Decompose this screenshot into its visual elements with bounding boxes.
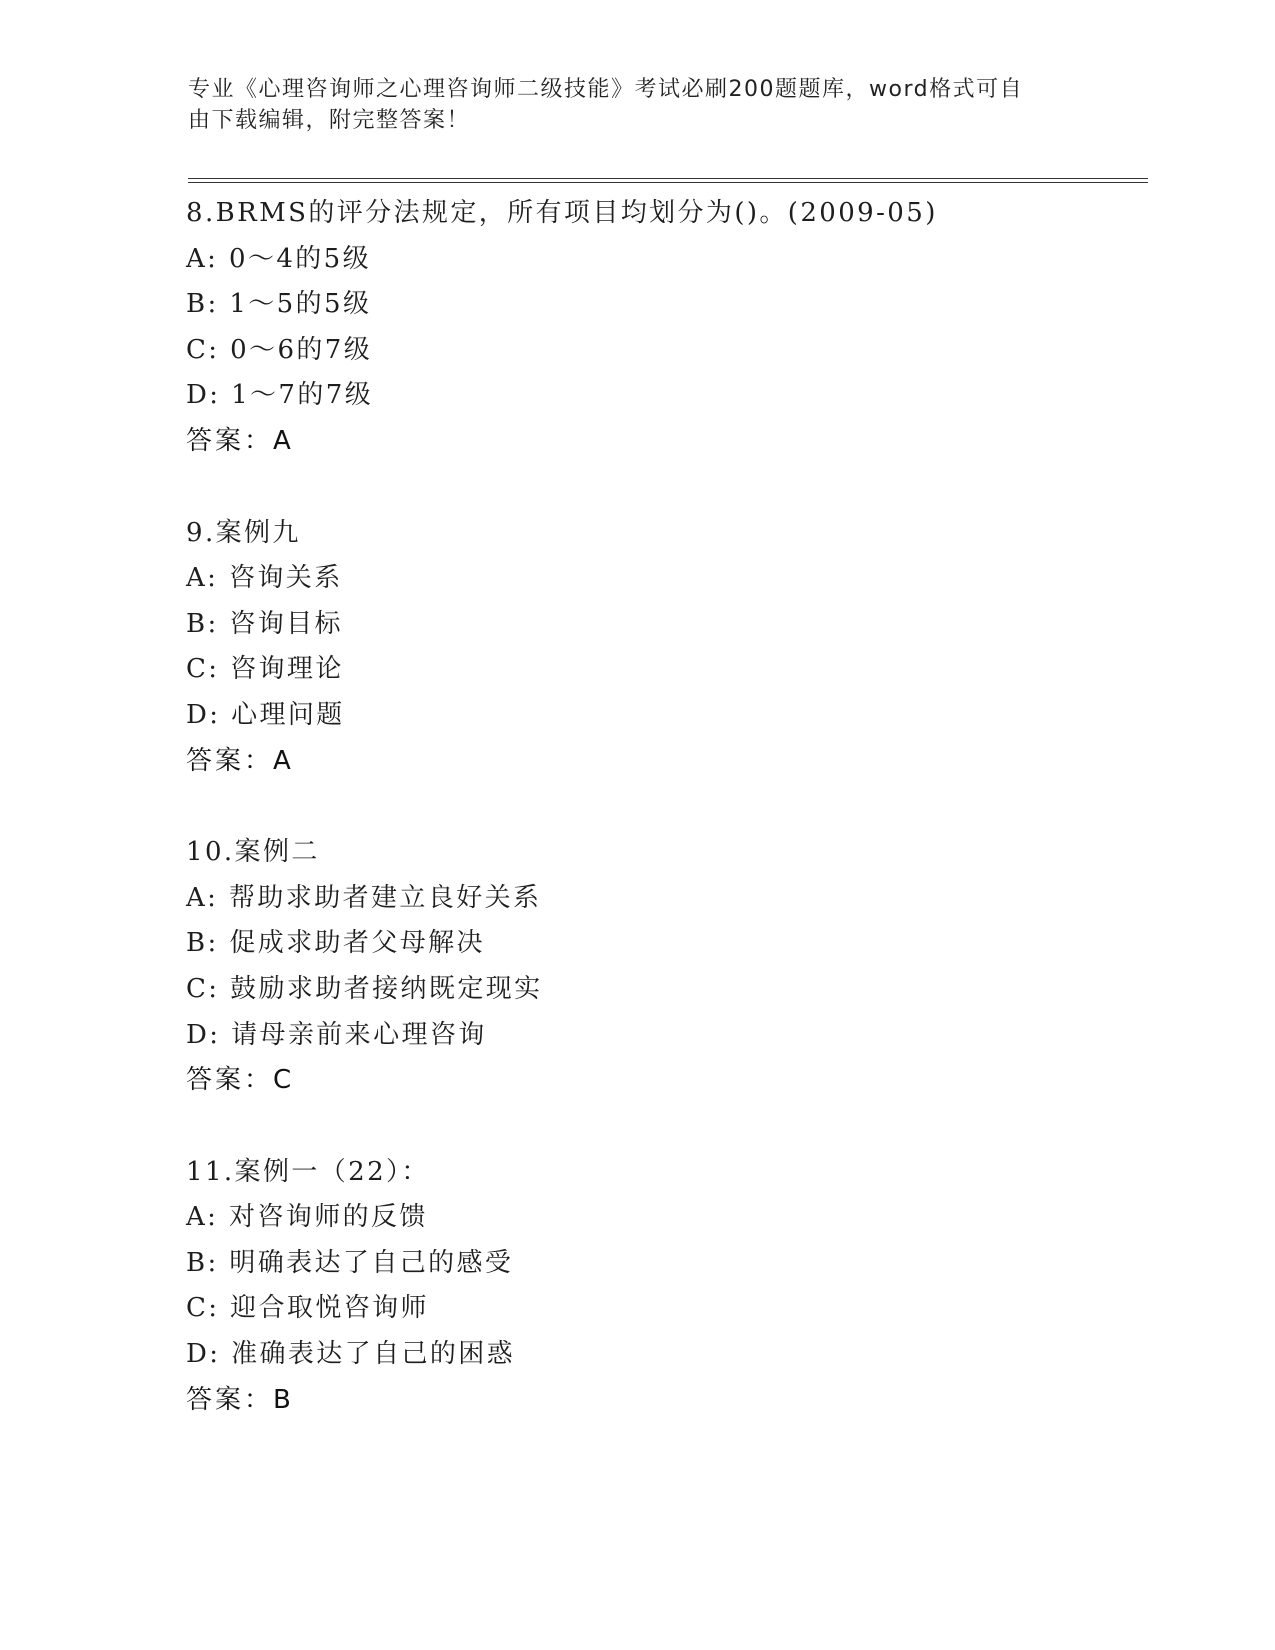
question-9 <box>186 511 1146 785</box>
answer-line <box>186 739 1146 785</box>
header-title-line-1: 专业《心理咨询师之心理咨询师二级技能》考试必刷200题题库，word格式可自 <box>188 77 1024 102</box>
answer-value: C <box>273 1065 293 1096</box>
option-b: B: 咨询目标 <box>186 608 343 639</box>
option-a: A: 对咨询师的反馈 <box>186 1202 428 1233</box>
option-a: A: 咨询关系 <box>186 563 343 594</box>
answer-line <box>186 1378 1146 1424</box>
option-b: B: 明确表达了自己的感受 <box>186 1247 514 1278</box>
answer-line <box>186 419 1146 465</box>
answer-label: 答案： <box>186 1384 274 1415</box>
option-b: B: 1～5的5级 <box>186 289 372 320</box>
document-header <box>188 74 1068 136</box>
question-8 <box>186 191 1146 465</box>
question-11 <box>186 1150 1146 1424</box>
option-a: A: 帮助求助者建立良好关系 <box>186 882 542 913</box>
option-c: C: 0～6的7级 <box>186 334 373 365</box>
header-divider-bottom <box>188 182 1148 183</box>
question-stem: 9.案例九 <box>186 517 301 548</box>
option-c: C: 咨询理论 <box>186 654 344 685</box>
option-d: D: 1～7的7级 <box>186 380 374 411</box>
answer-value: B <box>273 1384 292 1415</box>
question-10 <box>186 830 1146 1104</box>
question-stem: 11.案例一（22）： <box>186 1156 430 1187</box>
option-a: A: 0～4的5级 <box>186 243 372 274</box>
option-c: C: 鼓励求助者接纳既定现实 <box>186 973 543 1004</box>
option-d: D: 请母亲前来心理咨询 <box>186 1019 487 1050</box>
header-title-line-2: 由下载编辑，附完整答案！ <box>188 108 471 133</box>
option-b: B: 促成求助者父母解决 <box>186 928 485 959</box>
option-d: D: 心理问题 <box>186 699 345 730</box>
answer-label: 答案： <box>186 745 274 776</box>
question-list <box>186 191 1146 1423</box>
header-divider-top <box>188 178 1148 179</box>
question-stem: 8.BRMS的评分法规定，所有项目均划分为()。(2009-05) <box>186 198 938 228</box>
answer-label: 答案： <box>186 1065 274 1096</box>
option-d: D: 准确表达了自己的困惑 <box>186 1339 516 1370</box>
question-stem: 10.案例二 <box>186 837 320 868</box>
option-c: C: 迎合取悦咨询师 <box>186 1293 429 1324</box>
answer-value: A <box>273 745 292 776</box>
answer-label: 答案： <box>186 425 274 456</box>
answer-value: A <box>273 425 292 456</box>
answer-line <box>186 1058 1146 1104</box>
